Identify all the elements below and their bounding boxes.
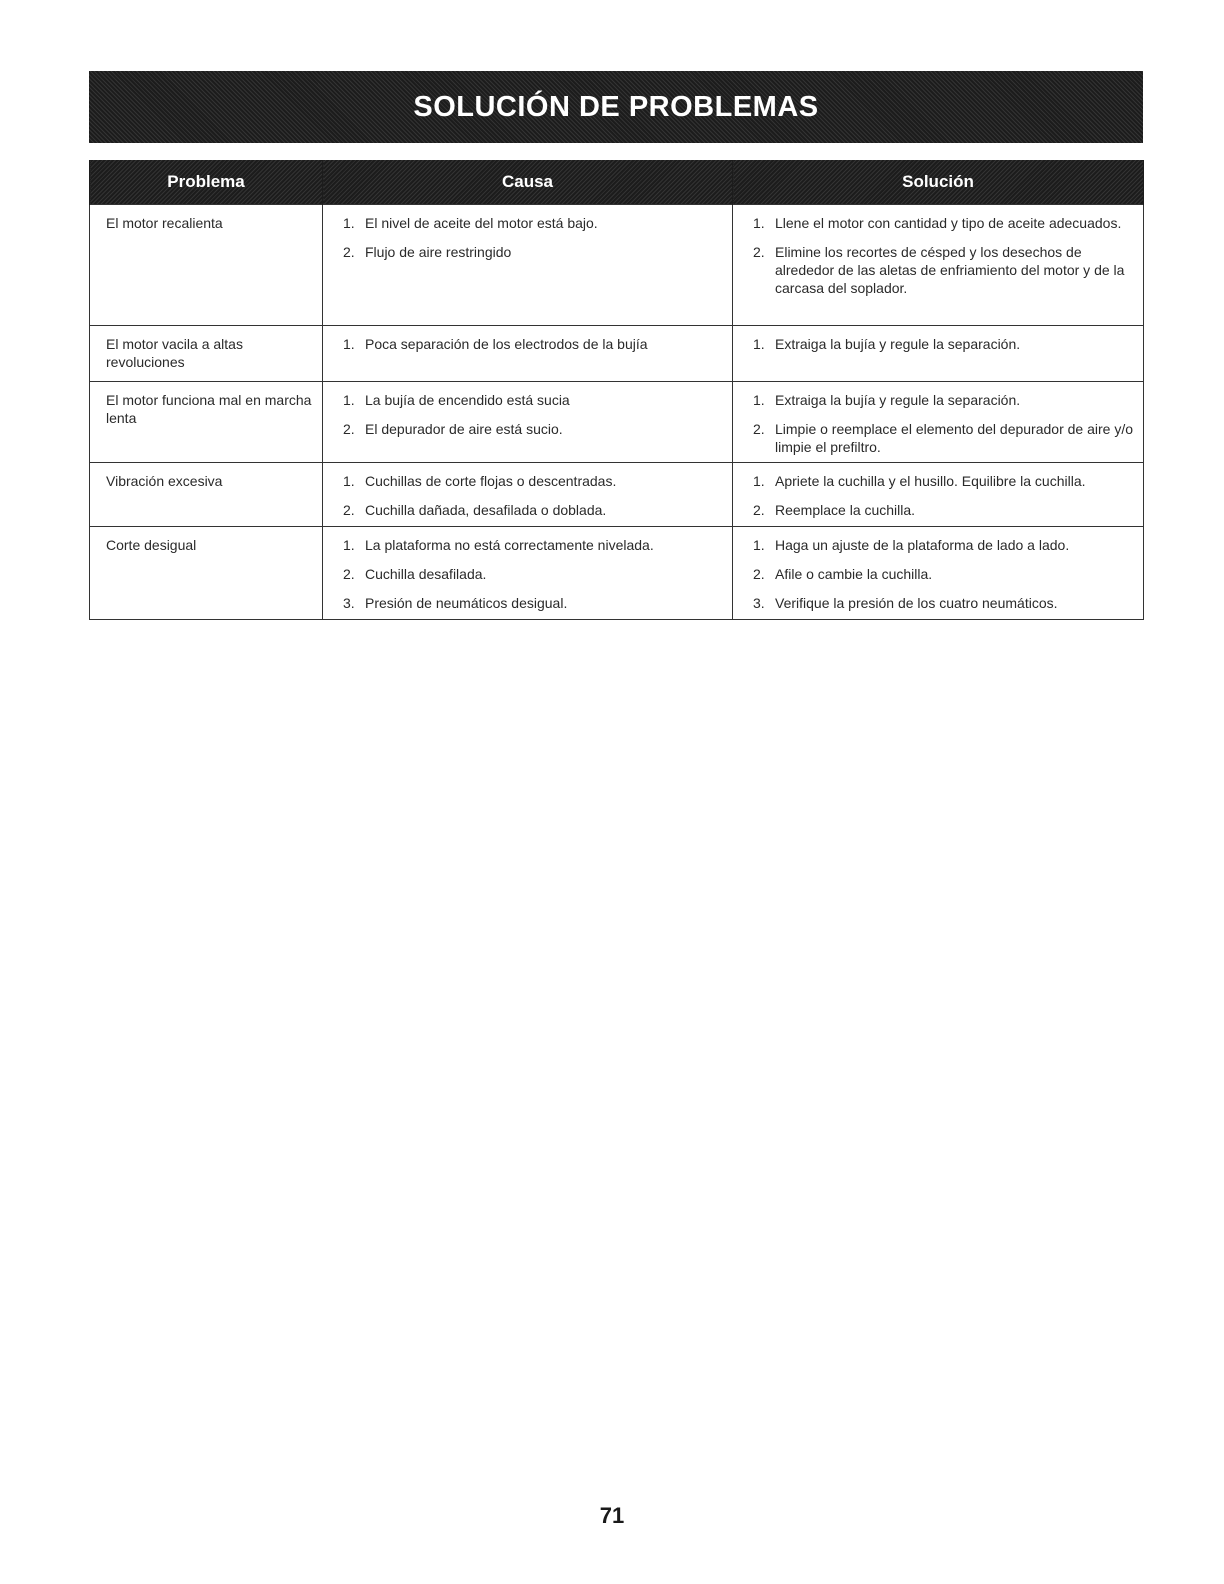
list-number: 1. xyxy=(753,473,765,489)
list-item xyxy=(749,536,1133,554)
list-number: 1. xyxy=(753,336,765,352)
list-text: Extraiga la bujía y regule la separación. xyxy=(775,336,1021,352)
problem-cell: Vibración excesiva xyxy=(90,463,323,527)
list-item xyxy=(339,420,722,438)
list-item xyxy=(339,391,722,409)
list-text: Llene el motor con cantidad y tipo de aceite adecuados. xyxy=(775,215,1122,231)
table-row xyxy=(90,527,1144,620)
list-text: El depurador de aire está sucio. xyxy=(365,421,563,437)
list-number: 1. xyxy=(343,215,355,231)
solution-cell xyxy=(733,527,1144,620)
list-number: 1. xyxy=(343,473,355,489)
list-text: Presión de neumáticos desigual. xyxy=(365,595,568,611)
list-text: Limpie o reemplace el elemento del depurador de aire y/o limpie el prefiltro. xyxy=(775,421,1133,455)
list-item xyxy=(749,335,1133,353)
list-number: 2. xyxy=(753,502,765,518)
list-number: 1. xyxy=(343,537,355,553)
list-text: Haga un ajuste de la plataforma de lado a lado. xyxy=(775,537,1070,553)
list-item xyxy=(749,391,1133,409)
list-number: 2. xyxy=(753,566,765,582)
header-problem: Problema xyxy=(90,160,323,205)
table-row xyxy=(90,382,1144,463)
table-header-row xyxy=(90,160,1144,205)
list-text: Elimine los recortes de césped y los desechos de alrededor de las aletas de enfriamiento del motor y de la carcasa del soplador. xyxy=(775,244,1125,296)
list-item xyxy=(339,536,722,554)
solution-cell xyxy=(733,326,1144,382)
troubleshooting-table-wrapper xyxy=(89,160,1143,620)
list-number: 2. xyxy=(753,421,765,437)
table-row xyxy=(90,463,1144,527)
list-item xyxy=(749,214,1133,232)
list-text: Cuchilla desafilada. xyxy=(365,566,487,582)
problem-cell: Corte desigual xyxy=(90,527,323,620)
troubleshooting-table xyxy=(89,160,1144,620)
cause-list xyxy=(339,391,722,438)
list-number: 2. xyxy=(753,244,765,260)
cause-list xyxy=(339,472,722,519)
list-number: 3. xyxy=(343,595,355,611)
cause-cell xyxy=(323,527,733,620)
list-number: 2. xyxy=(343,421,355,437)
list-item xyxy=(339,243,722,261)
list-number: 1. xyxy=(753,537,765,553)
problem-cell: El motor recalienta xyxy=(90,205,323,326)
list-text: Cuchillas de corte flojas o descentradas. xyxy=(365,473,617,489)
list-item xyxy=(749,420,1133,456)
list-item xyxy=(749,501,1133,519)
list-text: La plataforma no está correctamente nivelada. xyxy=(365,537,654,553)
list-number: 2. xyxy=(343,244,355,260)
list-number: 2. xyxy=(343,566,355,582)
list-text: El nivel de aceite del motor está bajo. xyxy=(365,215,598,231)
header-solution: Solución xyxy=(733,160,1144,205)
problem-cell: El motor vacila a altas revoluciones xyxy=(90,326,323,382)
list-text: Extraiga la bujía y regule la separación. xyxy=(775,392,1021,408)
solution-cell xyxy=(733,205,1144,326)
list-number: 1. xyxy=(343,336,355,352)
solution-list xyxy=(749,214,1133,297)
solution-list xyxy=(749,472,1133,519)
cause-cell xyxy=(323,463,733,527)
list-item xyxy=(749,565,1133,583)
cause-list xyxy=(339,335,722,353)
list-item xyxy=(749,472,1133,490)
header-cause: Causa xyxy=(323,160,733,205)
list-item xyxy=(339,335,722,353)
list-number: 1. xyxy=(753,392,765,408)
page-title-bar xyxy=(89,71,1143,143)
cause-cell xyxy=(323,382,733,463)
list-text: Flujo de aire restringido xyxy=(365,244,512,260)
solution-list xyxy=(749,536,1133,612)
list-item xyxy=(339,501,722,519)
list-text: Poca separación de los electrodos de la bujía xyxy=(365,336,648,352)
page-title: SOLUCIÓN DE PROBLEMAS xyxy=(413,90,819,123)
list-item xyxy=(339,594,722,612)
list-item xyxy=(749,243,1133,297)
list-number: 1. xyxy=(343,392,355,408)
cause-list xyxy=(339,536,722,612)
list-item xyxy=(339,565,722,583)
page-number: 71 xyxy=(599,1503,625,1528)
problem-cell: El motor funciona mal en marcha lenta xyxy=(90,382,323,463)
list-text: Verifique la presión de los cuatro neumáticos. xyxy=(775,595,1058,611)
list-text: Cuchilla dañada, desafilada o doblada. xyxy=(365,502,607,518)
solution-list xyxy=(749,335,1133,353)
list-number: 2. xyxy=(343,502,355,518)
list-item xyxy=(339,472,722,490)
list-number: 3. xyxy=(753,595,765,611)
cause-list xyxy=(339,214,722,261)
list-item xyxy=(339,214,722,232)
cause-cell xyxy=(323,205,733,326)
list-text: Reemplace la cuchilla. xyxy=(775,502,916,518)
solution-list xyxy=(749,391,1133,456)
cause-cell xyxy=(323,326,733,382)
solution-cell xyxy=(733,463,1144,527)
list-text: Afile o cambie la cuchilla. xyxy=(775,566,933,582)
table-row xyxy=(90,205,1144,326)
list-item xyxy=(749,594,1133,612)
table-row xyxy=(90,326,1144,382)
solution-cell xyxy=(733,382,1144,463)
list-number: 1. xyxy=(753,215,765,231)
list-text: La bujía de encendido está sucia xyxy=(365,392,570,408)
list-text: Apriete la cuchilla y el husillo. Equilibre la cuchilla. xyxy=(775,473,1086,489)
